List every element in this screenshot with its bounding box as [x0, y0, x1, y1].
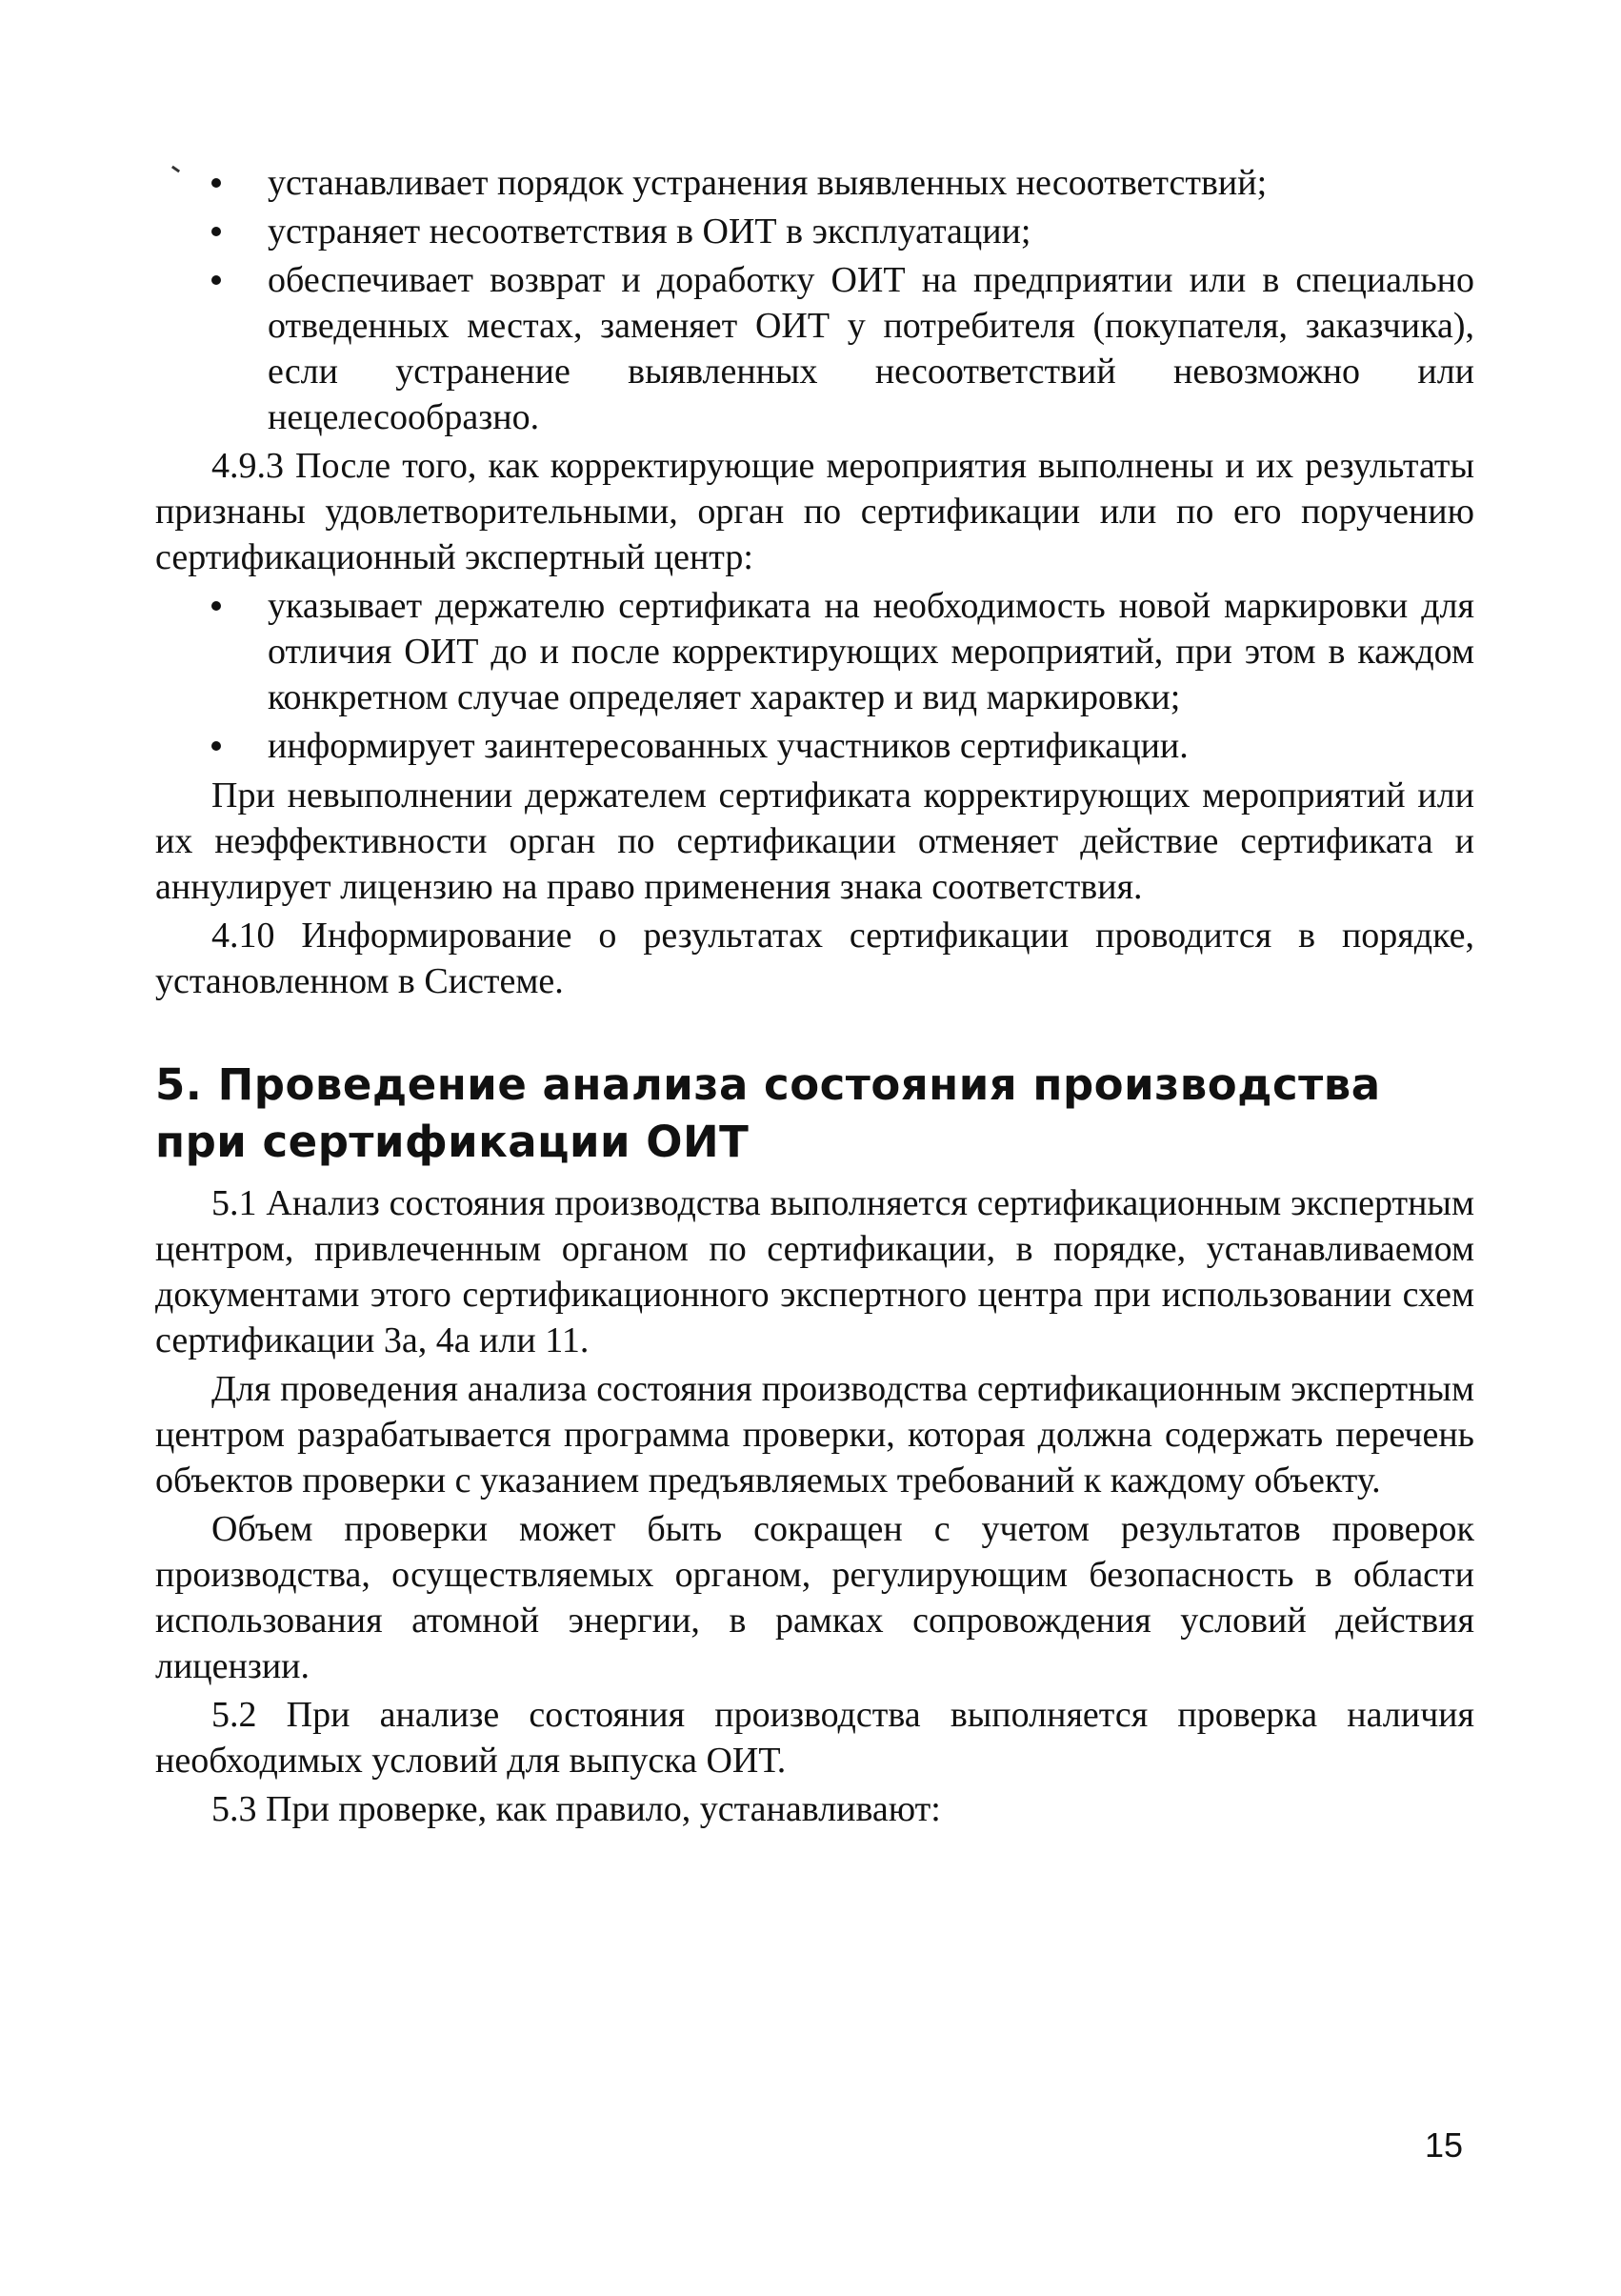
bullet-icon [211, 601, 221, 611]
paragraph-5-3: 5.3 При проверке, как правило, устанавливают: [211, 1789, 941, 1829]
bullet-icon [211, 275, 221, 285]
paragraph-4-9-3: 4.9.3 После того, как корректирующие мероприятия выполнены и их результаты признаны удовлетворительными, орган по сертификации или по его поручению сертификационный экспертный центр: [155, 446, 1474, 577]
paragraph-certificate-cancellation: При невыполнении держателем сертификата корректирующих мероприятий или их неэффективности орган по сертификации отменяет действие сертификата и аннулирует лицензию на право применения знака соответствия. [155, 775, 1474, 907]
list-item [155, 160, 1474, 206]
list-item-text: информирует заинтересованных участников сертификации. [268, 726, 1189, 766]
bullet-icon [211, 741, 221, 751]
paragraph-5-1: 5.1 Анализ состояния производства выполняется сертификационным экспертным центром, привлеченным органом по сертификации, в порядке, устанавливаемом документами этого сертификационного экспертного центра при использовании схем сертификации 3а, 4а или 11. [155, 1183, 1474, 1360]
bullet-icon [211, 178, 221, 188]
list-item [155, 209, 1474, 254]
paragraph-4-10: 4.10 Информирование о результатах сертификации проводится в порядке, установленном в Системе. [155, 916, 1474, 1001]
paragraph-inspection-program: Для проведения анализа состояния производства сертификационным экспертным центром разрабатывается программа проверки, которая должна содержать перечень объектов проверки с указанием предъявляемых требований к каждому объекту. [155, 1369, 1474, 1500]
bullet-list-nonconformity-actions [155, 160, 1474, 440]
list-item [155, 583, 1474, 720]
list-item-text: указывает держателю сертификата на необходимость новой маркировки для отличия ОИТ до и после корректирующих мероприятий, при этом в каждом конкретном случае определяет характер и вид маркировки; [268, 586, 1474, 717]
bullet-icon [211, 227, 221, 236]
list-item-text: устанавливает порядок устранения выявленных несоответствий; [268, 163, 1268, 203]
list-item [155, 723, 1474, 769]
bullet-list-corrective-results [155, 583, 1474, 769]
page-body [155, 160, 1474, 1835]
page-number: 15 [1425, 2125, 1464, 2165]
list-item-text: устраняет несоответствия в ОИТ в эксплуатации; [268, 211, 1031, 252]
paragraph-5-2: 5.2 При анализе состояния производства выполняется проверка наличия необходимых условий для выпуска ОИТ. [155, 1695, 1474, 1781]
list-item-text: обеспечивает возврат и доработку ОИТ на предприятии или в специально отведенных местах, заменяет ОИТ у потребителя (покупателя, заказчика), если устранение выявленных несоответствий невозможно или нецелесообразно. [268, 260, 1474, 437]
list-item [155, 257, 1474, 440]
paragraph-inspection-scope: Объем проверки может быть сокращен с учетом результатов проверок производства, осуществляемых органом, регулирующим безопасность в области использования атомной энергии, в рамках сопровождения условий действия лицензии. [155, 1509, 1474, 1686]
section-5-title: 5. Проведение анализа состояния производства при сертификации ОИТ [155, 1059, 1381, 1167]
